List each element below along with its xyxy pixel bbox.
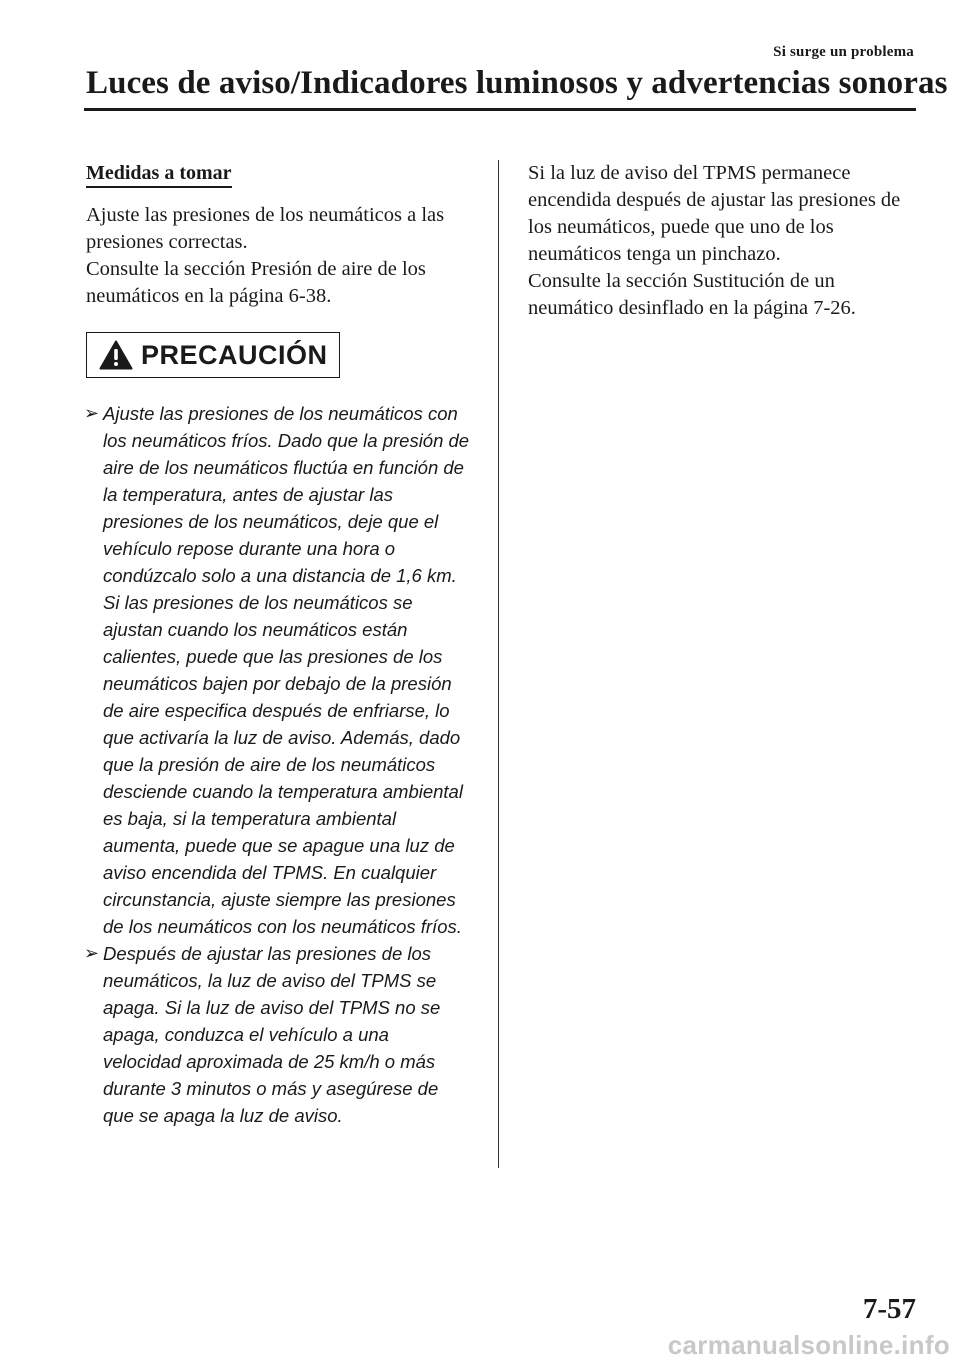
caution-title: PRECAUCIÓN bbox=[141, 339, 328, 370]
column-divider bbox=[498, 160, 499, 1168]
reference-paragraph: Consulte la sección Presión de aire de los neumáticos en la página 6-38. bbox=[86, 258, 426, 307]
caution-box bbox=[86, 332, 340, 378]
tpms-paragraph: Si la luz de aviso del TPMS permanece encendida después de ajustar las presiones de los neumáticos, puede que uno de los neumáticos tenga un pinchazo. bbox=[528, 162, 901, 265]
warning-triangle-icon bbox=[99, 340, 133, 370]
caution-item bbox=[86, 400, 472, 940]
chapter-title: Luces de aviso/Indicadores luminosos y advertencias sonoras bbox=[86, 65, 948, 101]
caution-item-text: Ajuste las presiones de los neumáticos con los neumáticos fríos. Dado que la presión de aire de los neumáticos fluctúa en función de la temperatura, antes de ajustar las presiones de los neumáticos, deje que el vehículo repose durante una hora o condúzcalo solo a una distancia de 1,6 km. Si las presiones de los neumáticos se ajustan cuando los neumáticos están calientes, puede que las presiones de los neumáticos bajen por debajo de la presión de aire especifica después de enfriarse, lo que activaría la luz de aviso. Además, dado que la presión de aire de los neumáticos desciende cuando la temperatura ambiental es baja, si la temperatura ambiental aumenta, puede que se apague una luz de aviso encendida del TPMS. En cualquier circunstancia, ajuste siempre las presiones de los neumáticos con los neumáticos fríos. bbox=[103, 403, 470, 937]
caution-item bbox=[86, 940, 472, 1129]
section-label: Si surge un problema bbox=[773, 44, 914, 60]
reference-paragraph-right: Consulte la sección Sustitución de un neumático desinflado en la página 7-26. bbox=[528, 270, 856, 319]
left-column bbox=[86, 160, 472, 1129]
right-column bbox=[528, 160, 918, 322]
caution-list bbox=[86, 400, 472, 1129]
caution-item-text: Después de ajustar las presiones de los neumáticos, la luz de aviso del TPMS se apaga. Si la luz de aviso del TPMS no se apaga, conduzca el vehículo a una velocidad aproximada de 25 km/h o más durante 3 minutos o más y asegúrese de que se apaga la luz de aviso. bbox=[103, 943, 441, 1126]
header-rule bbox=[84, 108, 916, 111]
page-number: 7-57 bbox=[862, 1293, 916, 1325]
arrowhead-bullet-icon: ➢ bbox=[84, 403, 100, 423]
arrowhead-bullet-icon: ➢ bbox=[84, 943, 100, 963]
subheading-medidas: Medidas a tomar bbox=[86, 162, 232, 188]
instruction-paragraph: Ajuste las presiones de los neumáticos a las presiones correctas. bbox=[86, 204, 445, 253]
footer-watermark: carmanualsonline.info bbox=[667, 1330, 950, 1360]
